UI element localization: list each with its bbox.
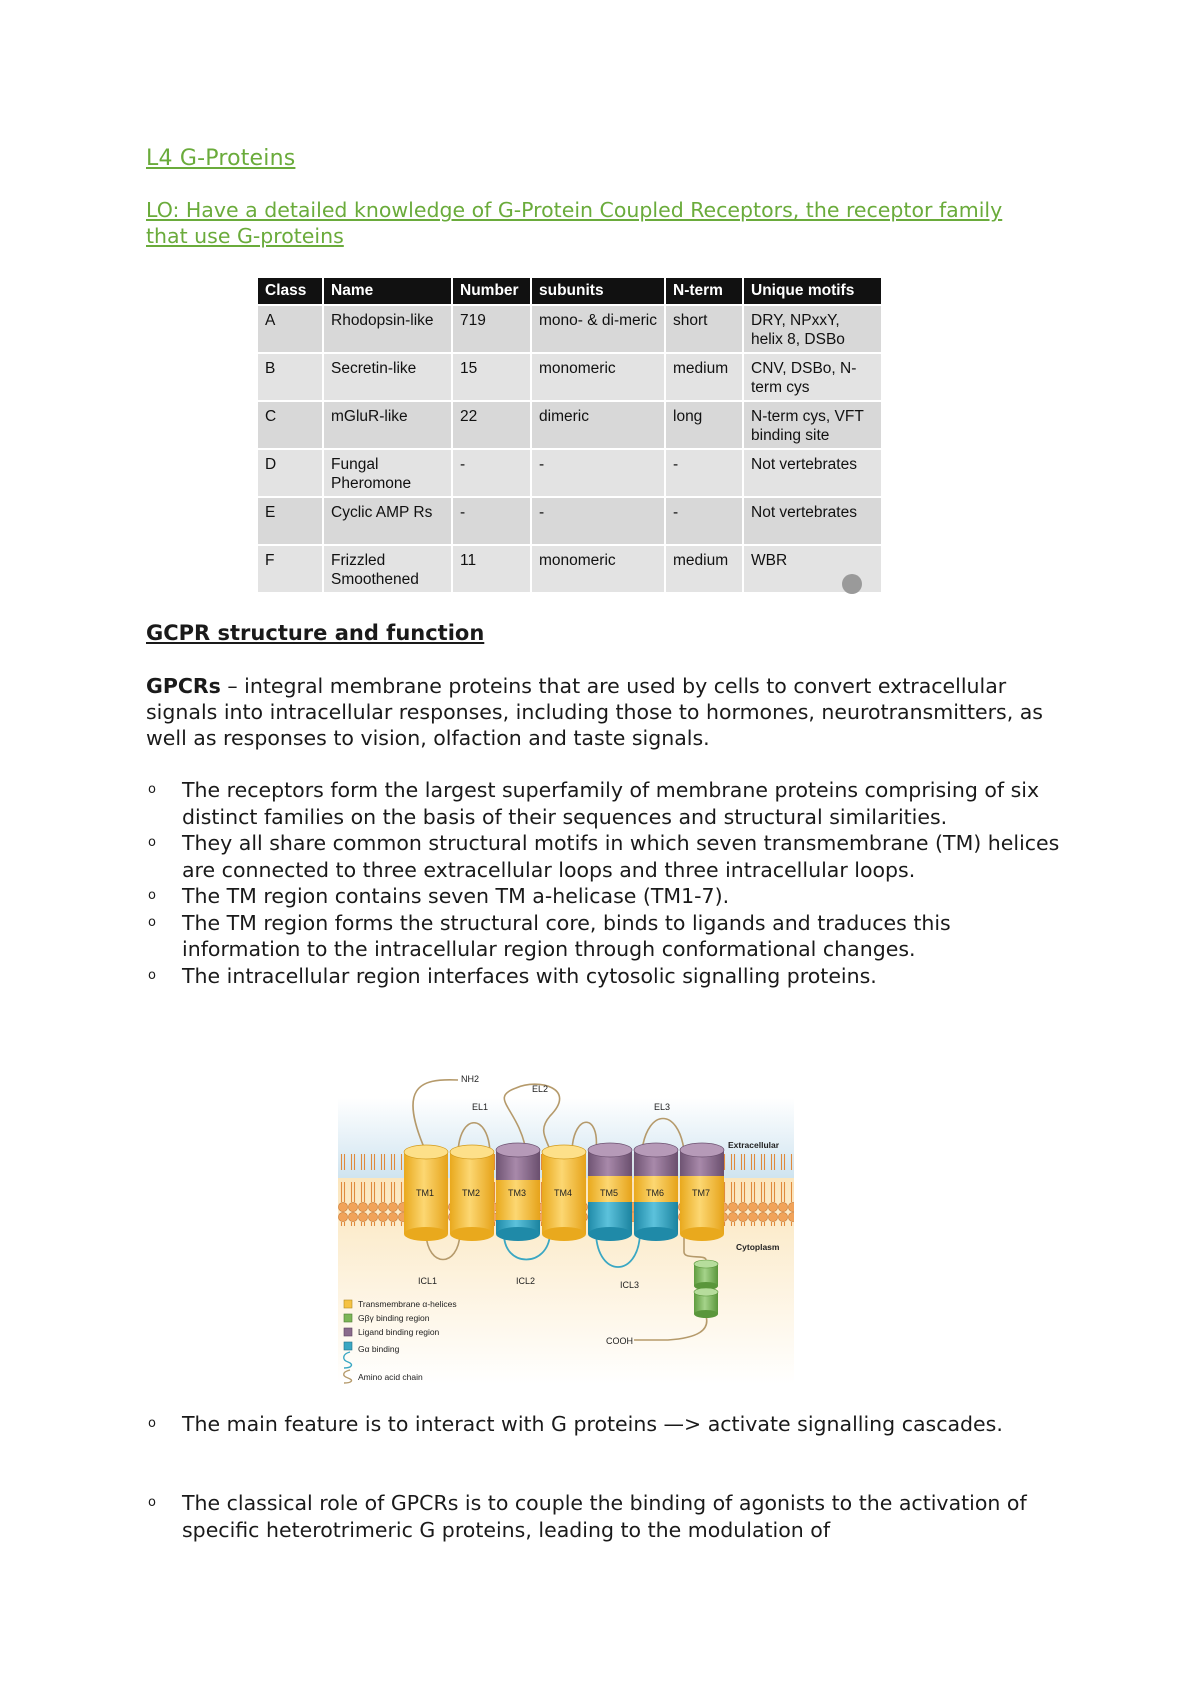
tm-label: TM2 bbox=[462, 1188, 480, 1198]
list-item-text: The main feature is to interact with G proteins —> activate signalling cascades. bbox=[182, 1412, 1003, 1436]
table-header: Name bbox=[323, 278, 452, 305]
table-cell: monomeric bbox=[531, 545, 665, 592]
tm-label: TM4 bbox=[554, 1188, 572, 1198]
tm-label: TM3 bbox=[508, 1188, 526, 1198]
legend-label: Ligand binding region bbox=[358, 1327, 440, 1337]
table-cell: CNV, DSBo, N-term cys bbox=[743, 353, 881, 401]
gpcr-classes-table bbox=[258, 278, 881, 592]
icl2-label: ICL2 bbox=[516, 1276, 536, 1286]
definition-text: – integral membrane proteins that are used by cells to convert extracellular signals into intracellular responses, including those to hormones, neurotransmitters, as well as responses to vision, olfaction and taste signals. bbox=[146, 674, 1043, 750]
bullet-marker: o bbox=[148, 914, 156, 930]
gpcr-definition bbox=[146, 673, 1066, 751]
table-cell: 719 bbox=[452, 305, 531, 353]
list-item bbox=[146, 910, 1066, 963]
list-item bbox=[146, 883, 1066, 910]
list-item bbox=[146, 777, 1066, 830]
table-cell: Frizzled Smoothened bbox=[323, 545, 452, 592]
table-cell: B bbox=[258, 353, 323, 401]
bullet-marker: o bbox=[148, 1495, 156, 1510]
table-cell: - bbox=[452, 449, 531, 497]
table-cell: - bbox=[665, 497, 743, 545]
list-item-text: The TM region contains seven TM a-helicase (TM1-7). bbox=[182, 884, 730, 908]
tm-label: TM6 bbox=[646, 1188, 664, 1198]
table-cell: 11 bbox=[452, 545, 531, 592]
table-cell: DRY, NPxxY, helix 8, DSBo bbox=[743, 305, 881, 353]
table-row bbox=[258, 545, 881, 592]
table-row bbox=[258, 353, 881, 401]
learning-objective: LO: Have a detailed knowledge of G-Protein Coupled Receptors, the receptor family that use G-proteins bbox=[146, 198, 1003, 248]
table-cell: short bbox=[665, 305, 743, 353]
table-cell: medium bbox=[665, 353, 743, 401]
table-cell: - bbox=[531, 449, 665, 497]
extracellular-label: Extracellular bbox=[728, 1140, 780, 1150]
table-cell: A bbox=[258, 305, 323, 353]
table-cell: mono- & di-meric bbox=[531, 305, 665, 353]
list-item-text: The TM region forms the structural core, binds to ligands and traduces this information to the intracellular region through conformational changes. bbox=[182, 910, 951, 961]
table-cell: Not vertebrates bbox=[743, 497, 881, 545]
bullet-marker: o bbox=[148, 967, 156, 983]
table-cell: E bbox=[258, 497, 323, 545]
el3-label: EL3 bbox=[654, 1102, 671, 1112]
table-cell: monomeric bbox=[531, 353, 665, 401]
table-cell: Not vertebrates bbox=[743, 449, 881, 497]
list-item-text: The receptors form the largest superfamily of membrane proteins comprising of six distinct families on the basis of their sequences and structural similarities. bbox=[182, 778, 1040, 829]
list-item-text: The intracellular region interfaces with cytosolic signalling proteins. bbox=[182, 963, 877, 988]
table-cell: F bbox=[258, 545, 323, 592]
table-cell: dimeric bbox=[531, 401, 665, 449]
table-row bbox=[258, 497, 881, 545]
table-cell: N-term cys, VFT binding site bbox=[743, 401, 881, 449]
table-row bbox=[258, 449, 881, 497]
table-cell: Cyclic AMP Rs bbox=[323, 497, 452, 545]
tm-label: TM7 bbox=[692, 1188, 710, 1198]
table-cell: D bbox=[258, 449, 323, 497]
page-title: L4 G-Proteins bbox=[146, 146, 296, 171]
table-header: subunits bbox=[531, 278, 665, 305]
legend-label: Amino acid chain bbox=[358, 1372, 423, 1382]
legend-label: Gβγ binding region bbox=[358, 1313, 430, 1323]
list-item bbox=[146, 1411, 1066, 1438]
structure-bullet-list bbox=[146, 777, 1066, 989]
table-header: Number bbox=[452, 278, 531, 305]
section-heading: GCPR structure and function bbox=[146, 621, 485, 645]
function-bullet-list bbox=[146, 1411, 1066, 1438]
classical-role-bullet-list bbox=[146, 1490, 1066, 1543]
table-header: Unique motifs bbox=[743, 278, 881, 305]
table-cell: C bbox=[258, 401, 323, 449]
bullet-marker: o bbox=[148, 835, 156, 850]
table-cell: long bbox=[665, 401, 743, 449]
icl3-label: ICL3 bbox=[620, 1280, 640, 1290]
gpcr-structure-figure bbox=[338, 1068, 794, 1384]
table-cell: - bbox=[665, 449, 743, 497]
el2-label: EL2 bbox=[532, 1084, 549, 1094]
bullet-marker: o bbox=[148, 1416, 156, 1431]
table-cell: 22 bbox=[452, 401, 531, 449]
table-header-row bbox=[258, 278, 881, 305]
list-item bbox=[146, 963, 1066, 990]
tm-label: TM5 bbox=[600, 1188, 618, 1198]
cytoplasm-label: Cytoplasm bbox=[736, 1242, 780, 1252]
bullet-marker: o bbox=[148, 888, 156, 903]
legend-label: Gα binding bbox=[358, 1344, 400, 1354]
table-cell: WBR bbox=[743, 545, 881, 592]
list-item-text: The classical role of GPCRs is to couple the binding of agonists to the activation of specific heterotrimeric G proteins, leading to the modulation of bbox=[182, 1491, 1027, 1542]
nh2-label: NH2 bbox=[461, 1074, 480, 1084]
list-item-text: They all share common structural motifs in which seven transmembrane (TM) helices are connected to three extracellular loops and three intracellular loops. bbox=[182, 831, 1060, 882]
cooh-label: COOH bbox=[606, 1336, 633, 1346]
bullet-marker: o bbox=[148, 782, 156, 797]
icl1-label: ICL1 bbox=[418, 1276, 438, 1286]
el1-label: EL1 bbox=[472, 1102, 489, 1112]
table-cell: 15 bbox=[452, 353, 531, 401]
list-item bbox=[146, 1490, 1066, 1543]
slide-dot-marker bbox=[842, 574, 862, 594]
legend-label: Transmembrane α-helices bbox=[358, 1299, 457, 1309]
table-header: Class bbox=[258, 278, 323, 305]
table-row bbox=[258, 401, 881, 449]
table-header: N-term bbox=[665, 278, 743, 305]
table-row bbox=[258, 305, 881, 353]
table-cell: mGluR-like bbox=[323, 401, 452, 449]
definition-term: GPCRs bbox=[146, 674, 221, 698]
table-cell: - bbox=[452, 497, 531, 545]
table-cell: medium bbox=[665, 545, 743, 592]
table-cell: Fungal Pheromone bbox=[323, 449, 452, 497]
tm-label: TM1 bbox=[416, 1188, 434, 1198]
list-item bbox=[146, 830, 1066, 883]
table-cell: - bbox=[531, 497, 665, 545]
table-cell: Rhodopsin-like bbox=[323, 305, 452, 353]
table-cell: Secretin-like bbox=[323, 353, 452, 401]
